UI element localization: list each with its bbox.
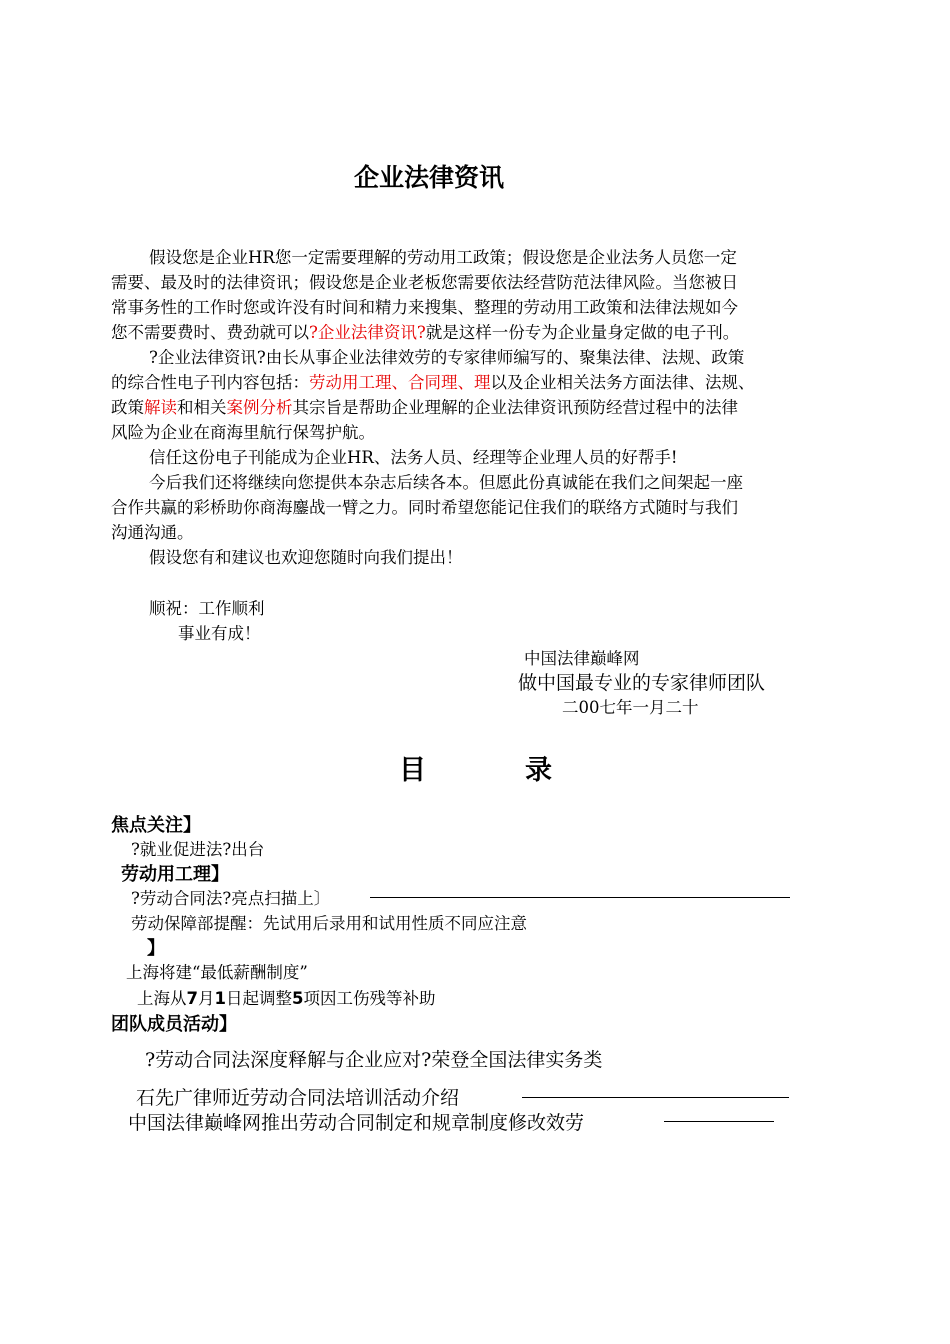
intro-paragraph-1 bbox=[111, 245, 851, 345]
toc-item[interactable]: 中国法律巅峰网推出劳动合同制定和规章制度修改效劳 bbox=[128, 1112, 585, 1134]
closing-wish-2: 事业有成！ bbox=[178, 624, 261, 643]
toc-item-text: 项因工伤残等补助 bbox=[303, 989, 436, 1008]
toc-item[interactable]: 上海将建“最低薪酬制度” bbox=[126, 963, 308, 982]
intro-line bbox=[111, 320, 851, 345]
signature-org: 中国法律巅峰网 bbox=[524, 649, 640, 668]
intro-line: 假设您是企业HR您一定需要理解的劳动用工政策；假设您是企业法务人员您一定 bbox=[149, 248, 737, 267]
toc-section-team: 团队成员活动】 bbox=[111, 1014, 237, 1035]
toc-section-bracket: 】 bbox=[147, 938, 165, 959]
intro-line: 今后我们还将继续向您提供本杂志后续各本。但愿此份真诚能在我们之间架起一座 bbox=[149, 473, 743, 492]
toc-item[interactable]: 劳动保障部提醒：先试用后录用和试用性质不同应注意 bbox=[131, 914, 527, 933]
intro-line: 需要、最及时的法律资讯；假设您是企业老板您需要依法经营防范法律风险。当您被日 bbox=[111, 273, 738, 292]
toc-item-text: 日起调整 bbox=[225, 989, 292, 1008]
intro-text: 政策 bbox=[111, 398, 144, 417]
toc-item[interactable]: ?劳动合同法深度释解与企业应对?荣登全国法律实务类 bbox=[145, 1049, 603, 1071]
toc-title-right: 录 bbox=[525, 755, 552, 786]
signature-date: 二00七年一月二十 bbox=[562, 698, 699, 717]
intro-paragraph-2 bbox=[111, 345, 851, 445]
closing-wish-1: 顺祝：工作顺利 bbox=[149, 599, 265, 618]
toc-item[interactable]: 石先广律师近劳动合同法培训活动介绍 bbox=[136, 1087, 460, 1109]
intro-line: ?企业法律资讯?由长从事企业法律效劳的专家律师编写的、聚集法律、法规、政策 bbox=[149, 348, 745, 367]
intro-text: 其宗旨是帮助企业理解的企业法律资讯预防经营过程中的法律 bbox=[292, 398, 738, 417]
intro-text: 就是这样一份专为企业量身定做的电子刊。 bbox=[425, 323, 740, 342]
highlight-interpretation: 解读 bbox=[144, 398, 177, 417]
toc-leader-line bbox=[664, 1121, 774, 1122]
toc-leader-line bbox=[522, 1097, 789, 1098]
toc-title-left: 目 bbox=[399, 755, 426, 786]
toc-item-number: 5 bbox=[291, 989, 304, 1008]
highlight-topics: 劳动用工理、合同理、理 bbox=[309, 373, 491, 392]
toc-item-number: 7 bbox=[186, 989, 198, 1008]
highlight-case-analysis: 案例分析 bbox=[226, 398, 293, 417]
intro-line: 沟通沟通。 bbox=[111, 523, 194, 542]
intro-line bbox=[111, 370, 851, 395]
intro-text: 和相关 bbox=[177, 398, 227, 417]
document-title: 企业法律资讯 bbox=[354, 163, 505, 192]
toc-item[interactable] bbox=[137, 985, 435, 1009]
intro-line: 假设您有和建议也欢迎您随时向我们提出！ bbox=[149, 548, 463, 567]
toc-item-text: 月 bbox=[197, 989, 215, 1008]
intro-paragraph-3 bbox=[111, 445, 851, 470]
toc-leader-line bbox=[370, 897, 790, 898]
intro-line: 合作共赢的彩桥助你商海鏖战一臂之力。同时希望您能记住我们的联络方式随时与我们 bbox=[111, 498, 738, 517]
toc-section-labor: 劳动用工理】 bbox=[121, 864, 229, 885]
intro-paragraph-5 bbox=[111, 545, 851, 570]
intro-paragraph-4 bbox=[111, 470, 851, 545]
intro-text: 的综合性电子刊内容包括： bbox=[111, 373, 309, 392]
toc-item-number: 1 bbox=[214, 989, 226, 1008]
highlight-publication-name: ?企业法律资讯? bbox=[309, 323, 426, 342]
intro-line: 信任这份电子刊能成为企业HR、法务人员、经理等企业理人员的好帮手! bbox=[149, 448, 678, 467]
toc-item[interactable]: ?劳动合同法?亮点扫描上〕 bbox=[131, 889, 331, 908]
intro-line: 风险为企业在商海里航行保驾护航。 bbox=[111, 423, 375, 442]
signature-slogan: 做中国最专业的专家律师团队 bbox=[518, 672, 766, 694]
toc-section-focus: 焦点关注】 bbox=[111, 815, 201, 836]
intro-line: 常事务性的工作时您或许没有时间和精力来搜集、整理的劳动用工政策和法律法规如今 bbox=[111, 298, 738, 317]
toc-item-text: 上海从 bbox=[137, 989, 187, 1008]
toc-item[interactable]: ?就业促进法?出台 bbox=[131, 840, 265, 859]
intro-text: 您不需要费时、费劲就可以 bbox=[111, 323, 309, 342]
intro-line bbox=[111, 395, 851, 420]
intro-text: 以及企业相关法务方面法律、法规、 bbox=[490, 373, 755, 392]
